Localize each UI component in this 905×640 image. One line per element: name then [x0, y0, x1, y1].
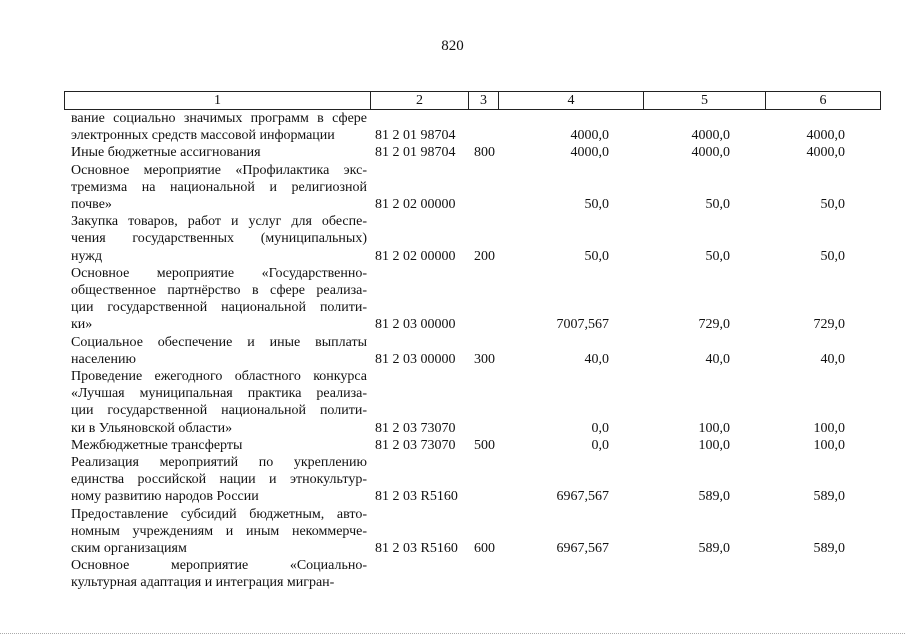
- header-col-6: 6: [766, 92, 881, 110]
- amount-col-6: 50,0: [820, 248, 845, 264]
- description-line: ки»: [71, 317, 93, 333]
- description-line: вание социально значимых программ в сфере: [71, 111, 367, 126]
- row-description: [64, 368, 367, 437]
- target-article-code: 81 2 02 00000: [375, 197, 456, 213]
- description-line: чения государственных (муниципальных): [71, 231, 367, 247]
- amount-col-4: 50,0: [584, 197, 609, 213]
- expense-type-code: 500: [474, 437, 495, 453]
- description-line: Реализация мероприятий по укреплению: [71, 455, 367, 471]
- description-line: Закупка товаров, работ и услуг для обеспе-: [71, 214, 367, 230]
- table-row: [64, 454, 850, 506]
- amount-col-6: 100,0: [813, 437, 845, 453]
- amount-col-5: 50,0: [705, 248, 730, 264]
- amount-col-5: 40,0: [705, 351, 730, 367]
- amount-col-6: 4000,0: [806, 128, 845, 144]
- table-row: [64, 506, 850, 558]
- description-line: тремизма на национальной и религиозной: [71, 179, 367, 195]
- header-col-2: 2: [371, 92, 469, 110]
- amount-col-5: 4000,0: [691, 128, 730, 144]
- table-header: [64, 91, 881, 110]
- description-line: единства российской нации и этнокультур-: [71, 472, 367, 488]
- description-line: Межбюджетные трансферты: [71, 437, 243, 453]
- description-line: населению: [71, 351, 136, 367]
- amount-col-5: 50,0: [705, 197, 730, 213]
- amount-col-6: 40,0: [820, 351, 845, 367]
- amount-col-6: 589,0: [813, 541, 845, 557]
- description-line: номным учреждениям и иным некоммерче-: [71, 523, 367, 539]
- target-article-code: 81 2 03 R5160: [375, 541, 458, 557]
- row-description: [64, 334, 367, 368]
- amount-col-4: 0,0: [591, 437, 609, 453]
- table-body: [64, 110, 850, 592]
- description-line: Социальное обеспечение и иные выплаты: [71, 334, 367, 350]
- row-description: [64, 265, 367, 334]
- header-col-4: 4: [499, 92, 644, 110]
- expense-type-code: 600: [474, 541, 495, 557]
- table-row: [64, 334, 850, 368]
- table-row: [64, 213, 850, 265]
- header-col-5: 5: [644, 92, 766, 110]
- header-col-1: 1: [65, 92, 371, 110]
- table-row: [64, 368, 850, 437]
- description-line: почве»: [71, 197, 112, 213]
- amount-col-5: 589,0: [698, 541, 730, 557]
- amount-col-5: 4000,0: [691, 145, 730, 161]
- target-article-code: 81 2 03 00000: [375, 351, 456, 367]
- amount-col-4: 4000,0: [570, 145, 609, 161]
- target-article-code: 81 2 03 R5160: [375, 489, 458, 505]
- description-line: культурная адаптация и интеграция мигран-: [71, 575, 335, 591]
- amount-col-6: 50,0: [820, 197, 845, 213]
- target-article-code: 81 2 03 73070: [375, 437, 456, 453]
- row-description: [64, 110, 367, 144]
- expense-type-code: 200: [474, 248, 495, 264]
- table-row: [64, 110, 850, 144]
- description-line: Иные бюджетные ассигнования: [71, 145, 261, 161]
- expense-type-code: 800: [474, 145, 495, 161]
- expense-type-code: 300: [474, 351, 495, 367]
- amount-col-5: 729,0: [698, 317, 730, 333]
- target-article-code: 81 2 03 73070: [375, 420, 456, 436]
- table-row: [64, 265, 850, 334]
- page-number: 820: [441, 38, 464, 54]
- description-line: общественное партнёрство в сфере реализа-: [71, 283, 367, 299]
- amount-col-4: 40,0: [584, 351, 609, 367]
- row-description: [64, 213, 367, 265]
- table-row: [64, 144, 850, 161]
- amount-col-6: 729,0: [813, 317, 845, 333]
- amount-col-5: 100,0: [698, 420, 730, 436]
- amount-col-6: 100,0: [813, 420, 845, 436]
- amount-col-4: 50,0: [584, 248, 609, 264]
- row-description: [64, 437, 367, 454]
- description-line: Основное мероприятие «Социально-: [71, 558, 367, 574]
- amount-col-4: 6967,567: [556, 541, 609, 557]
- amount-col-6: 4000,0: [806, 145, 845, 161]
- row-description: [64, 454, 367, 506]
- description-line: ции государственной национальной полити-: [71, 403, 367, 419]
- row-description: [64, 557, 367, 591]
- description-line: ским организациям: [71, 541, 187, 557]
- amount-col-4: 7007,567: [556, 317, 609, 333]
- description-line: ции государственной национальной полити-: [71, 300, 367, 316]
- amount-col-4: 0,0: [591, 420, 609, 436]
- amount-col-6: 589,0: [813, 489, 845, 505]
- amount-col-5: 100,0: [698, 437, 730, 453]
- description-line: Основное мероприятие «Профилактика экс-: [71, 162, 367, 178]
- description-line: электронных средств массовой информации: [71, 128, 335, 144]
- description-line: ному развитию народов России: [71, 489, 259, 505]
- header-col-3: 3: [469, 92, 499, 110]
- target-article-code: 81 2 03 00000: [375, 317, 456, 333]
- amount-col-5: 589,0: [698, 489, 730, 505]
- target-article-code: 81 2 01 98704: [375, 145, 456, 161]
- description-line: Проведение ежегодного областного конкурса: [71, 369, 367, 385]
- description-line: Предоставление субсидий бюджетным, авто-: [71, 506, 367, 522]
- row-description: [64, 506, 367, 558]
- row-description: [64, 162, 367, 214]
- table-row: [64, 437, 850, 454]
- row-description: [64, 144, 367, 161]
- description-line: ки в Ульяновской области»: [71, 420, 233, 436]
- amount-col-4: 6967,567: [556, 489, 609, 505]
- table-row: [64, 557, 850, 591]
- description-line: нужд: [71, 248, 103, 264]
- scan-edge-divider: [0, 633, 905, 634]
- table-row: [64, 162, 850, 214]
- target-article-code: 81 2 01 98704: [375, 128, 456, 144]
- amount-col-4: 4000,0: [570, 128, 609, 144]
- target-article-code: 81 2 02 00000: [375, 248, 456, 264]
- description-line: «Лучшая муниципальная практика реализа-: [71, 386, 367, 402]
- description-line: Основное мероприятие «Государственно-: [71, 265, 367, 281]
